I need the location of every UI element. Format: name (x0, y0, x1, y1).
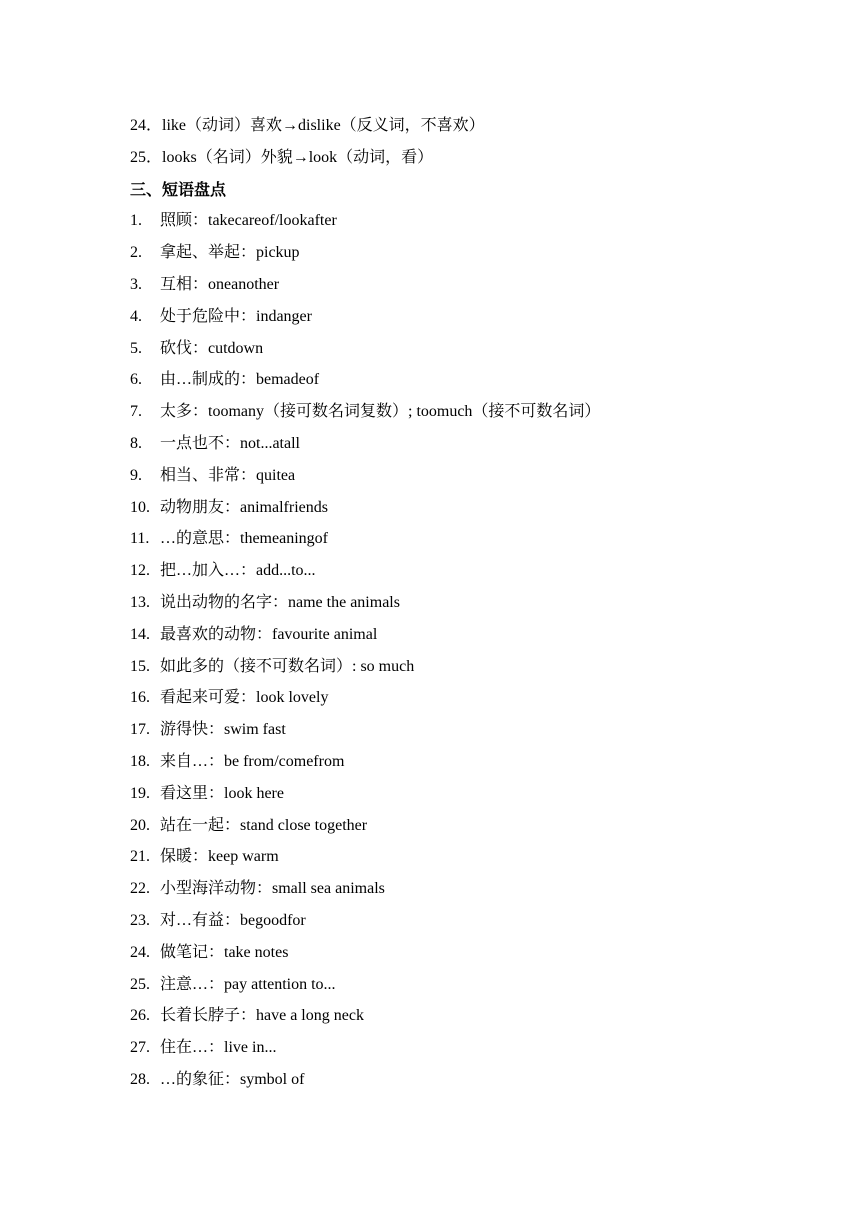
phrase-text: 住在…：live in... (160, 1039, 277, 1057)
phrase-number: 22. (130, 880, 150, 898)
phrase-item (130, 333, 830, 365)
phrase-number: 20. (130, 816, 150, 834)
phrase-number: 19. (130, 784, 150, 802)
phrase-text: 看这里：look here (160, 784, 284, 802)
phrase-item (130, 396, 830, 428)
phrase-item (130, 810, 830, 842)
phrase-item (130, 746, 830, 778)
phrase-text: 如此多的（接不可数名词）: so much (160, 657, 415, 675)
phrase-item (130, 587, 830, 619)
phrase-number: 9. (130, 466, 142, 484)
phrase-number: 13. (130, 593, 150, 611)
phrase-item (130, 714, 830, 746)
phrase-text: 游得快：swim fast (160, 721, 286, 739)
phrase-item (130, 428, 830, 460)
phrase-item (130, 237, 830, 269)
phrase-text: 太多：toomany（接可数名词复数）; toomuch（接不可数名词） (160, 403, 601, 421)
phrase-text: 最喜欢的动物：favourite animal (160, 625, 378, 643)
phrase-item (130, 969, 830, 1001)
item-text: like（动词）喜欢→dislike（反义词，不喜欢） (162, 117, 485, 134)
phrase-text: …的意思：themeaningof (160, 530, 328, 548)
phrase-text: 来自…：be from/comefrom (160, 752, 345, 770)
phrase-text: 站在一起：stand close together (160, 816, 368, 834)
phrase-text: 拿起、举起：pickup (160, 244, 300, 262)
phrase-number: 14. (130, 625, 150, 643)
phrase-text: 由…制成的：bemadeof (160, 371, 320, 389)
phrase-text: 小型海洋动物：small sea animals (160, 880, 385, 898)
document-content (130, 110, 830, 1096)
phrase-text: 处于危险中：indanger (160, 307, 312, 325)
phrase-item (130, 523, 830, 555)
phrase-text: 对…有益：begoodfor (160, 911, 306, 929)
phrase-number: 4. (130, 307, 142, 325)
phrase-text: 相当、非常：quitea (160, 466, 296, 484)
phrase-item (130, 555, 830, 587)
phrase-text: 说出动物的名字：name the animals (160, 593, 400, 611)
phrase-list (130, 205, 830, 1095)
phrase-text: 一点也不：not...atall (160, 434, 300, 452)
phrase-text: 照顾：takecareof/lookafter (160, 212, 337, 230)
phrase-item (130, 492, 830, 524)
phrase-number: 6. (130, 371, 142, 389)
phrase-item (130, 205, 830, 237)
phrase-number: 26. (130, 1007, 150, 1025)
phrase-number: 17. (130, 721, 150, 739)
phrase-text: 长着长脖子：have a long neck (160, 1007, 364, 1025)
phrase-item (130, 1000, 830, 1032)
phrase-number: 12. (130, 562, 150, 580)
phrase-item (130, 873, 830, 905)
phrase-number: 2. (130, 244, 142, 262)
phrase-number: 8. (130, 434, 142, 452)
item-number: 25． (130, 148, 163, 166)
phrase-number: 3. (130, 275, 142, 293)
phrase-number: 1. (130, 212, 142, 230)
phrase-number: 16. (130, 689, 150, 707)
phrase-item (130, 841, 830, 873)
phrase-item (130, 905, 830, 937)
phrase-text: 互相：oneanother (160, 275, 280, 293)
phrase-item (130, 778, 830, 810)
phrase-number: 24. (130, 943, 150, 961)
phrase-item (130, 1032, 830, 1064)
section-heading: 三、短语盘点 (130, 179, 227, 199)
phrase-text: …的象征：symbol of (160, 1070, 305, 1088)
phrase-number: 21. (130, 848, 150, 866)
phrase-item (130, 460, 830, 492)
phrase-item (130, 619, 830, 651)
phrase-item (130, 1064, 830, 1096)
phrase-item (130, 364, 830, 396)
phrase-number: 27. (130, 1039, 150, 1057)
phrase-item (130, 651, 830, 683)
phrase-text: 砍伐：cutdown (160, 339, 264, 357)
phrase-number: 15. (130, 657, 150, 675)
phrase-number: 11. (130, 530, 150, 548)
item-text: looks（名词）外貌→look（动词，看） (162, 148, 434, 166)
phrase-text: 保暖：keep warm (160, 848, 279, 866)
item-number: 24． (130, 117, 163, 134)
previous-item (130, 110, 830, 142)
phrase-text: 动物朋友：animalfriends (160, 498, 328, 516)
phrase-number: 23. (130, 911, 150, 929)
phrase-item (130, 269, 830, 301)
phrase-item (130, 937, 830, 969)
phrase-text: 注意…：pay attention to... (160, 975, 336, 993)
phrase-text: 做笔记：take notes (160, 943, 289, 961)
phrase-text: 把…加入…：add...to... (160, 562, 316, 580)
phrase-number: 7. (130, 403, 142, 421)
phrase-text: 看起来可爱：look lovely (160, 689, 329, 707)
phrase-number: 5. (130, 339, 142, 357)
phrase-number: 25. (130, 975, 150, 993)
previous-item (130, 142, 830, 174)
phrase-number: 10. (130, 498, 150, 516)
phrase-number: 28. (130, 1070, 150, 1088)
phrase-number: 18. (130, 752, 150, 770)
phrase-item (130, 682, 830, 714)
phrase-item (130, 301, 830, 333)
